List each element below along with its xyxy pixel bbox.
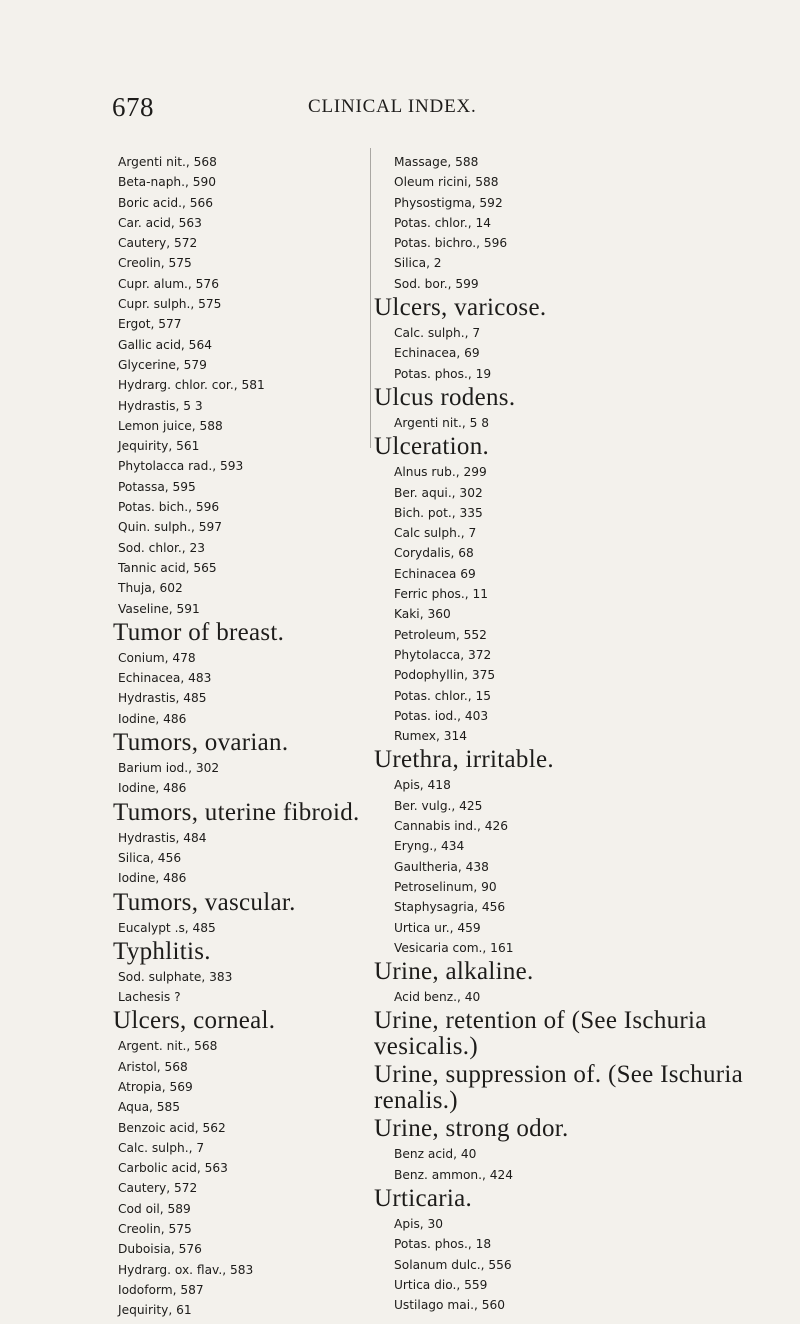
page-number: 678 (112, 92, 154, 122)
index-subentry: Potas. bichro., 596 (394, 236, 508, 251)
index-subentry: Urtica dio., 559 (394, 1277, 488, 1292)
index-subentry: Eucalypt .s, 485 (118, 920, 216, 935)
index-subentry: Sod. sulphate, 383 (118, 969, 233, 984)
index-heading: Urticaria. (374, 1184, 473, 1212)
index-subentry: Argenti nit., 568 (118, 155, 217, 169)
index-subentry: Iodine, 486 (118, 781, 187, 796)
index-subentry: Iodine, 486 (118, 871, 187, 886)
index-subentry: Argent. nit., 568 (118, 1039, 218, 1054)
index-heading: Tumors, ovarian. (113, 729, 289, 757)
index-heading: Tumors, vascular. (113, 888, 296, 916)
index-subentry: Beta-naph., 590 (118, 175, 217, 190)
index-subentry: Potas. chlor., 14 (394, 215, 492, 230)
index-subentry: Solanum dulc., 556 (394, 1257, 512, 1272)
index-subentry: Cupr. alum., 576 (118, 276, 219, 291)
index-subentry: Cupr. sulph., 575 (118, 297, 222, 312)
index-subentry: Atropia, 569 (118, 1079, 193, 1094)
index-subentry: Acid benz., 40 (394, 990, 481, 1005)
index-subentry: Echinacea 69 (394, 566, 476, 581)
index-subentry: Quin. sulph., 597 (118, 520, 222, 535)
index-subentry: Creolin, 575 (118, 1222, 192, 1237)
index-subentry: Hydrarg. chlor. cor., 581 (118, 378, 265, 393)
index-heading: Urine, strong odor. (374, 1115, 569, 1143)
index-subentry: Massage, 588 (394, 155, 479, 169)
index-subentry: Silica, 456 (118, 850, 182, 865)
index-subentry: Ustilago mai., 560 (394, 1298, 505, 1313)
index-subentry: Aqua, 585 (118, 1100, 181, 1115)
index-subentry: Bich. pot., 335 (394, 505, 483, 520)
index-subentry: Echinacea, 69 (394, 346, 480, 361)
index-subentry: Glycerine, 579 (118, 357, 207, 372)
index-subentry: Vesicaria com., 161 (394, 940, 514, 955)
index-subentry: Potas. phos., 18 (394, 1237, 492, 1252)
index-subentry: Phytolacca rad., 593 (118, 459, 244, 474)
index-subentry: Petroleum, 552 (394, 627, 487, 642)
index-subentry: Calc sulph., 7 (394, 526, 477, 541)
running-title: CLINICAL INDEX. (308, 96, 477, 117)
index-subentry: Potas. bich., 596 (118, 500, 220, 515)
index-subentry: Tannic acid, 565 (118, 560, 217, 575)
index-subentry: Conium, 478 (118, 650, 196, 665)
index-heading: Ulcus rodens. (374, 383, 516, 411)
index-subentry: Potas. iod., 403 (394, 708, 489, 723)
index-subentry: Hydrastis, 5 3 (118, 398, 203, 413)
index-subentry: Cautery, 572 (118, 236, 198, 251)
index-heading: Urine, alkaline. (374, 958, 534, 986)
index-subentry: Argenti nit., 5 8 (394, 415, 490, 430)
index-subentry: Iodine, 486 (118, 711, 187, 726)
index-subentry: Staphysagria, 456 (394, 900, 506, 915)
page-header (112, 92, 712, 122)
index-subentry: Ergot, 577 (118, 317, 182, 332)
index-subentry: Podophyllin, 375 (394, 668, 496, 683)
index-subentry: Ber. aqui., 302 (394, 485, 483, 500)
index-subentry: Apis, 418 (394, 778, 451, 793)
index-heading: Typhlitis. (113, 937, 211, 965)
index-subentry: Car. acid, 563 (118, 215, 202, 230)
index-subentry: Thuja, 602 (118, 581, 183, 596)
index-subentry: Potas. chlor., 15 (394, 688, 492, 703)
index-heading: Tumors, uterine fibroid. (113, 798, 360, 826)
index-subentry: Sod. chlor., 23 (118, 540, 205, 555)
index-subentry: Urtica ur., 459 (394, 920, 481, 935)
index-subentry: Hydrarg. ox. flav., 583 (118, 1262, 254, 1277)
index-subentry: Ferric phos., 11 (394, 587, 489, 602)
index-subentry: Echinacea, 483 (118, 671, 212, 686)
index-subentry: Aristol, 568 (118, 1059, 188, 1074)
right-column (374, 152, 778, 1315)
index-subentry: Phytolacca, 372 (394, 647, 492, 662)
index-subentry: Jequirity, 561 (118, 439, 200, 454)
index-heading: Ulceration. (374, 433, 490, 461)
index-heading: Ulcers, corneal. (113, 1007, 276, 1035)
index-heading: Urine, retention of (See Ischuria vesicalis.) (374, 1007, 707, 1061)
index-subentry: Cautery, 572 (118, 1181, 198, 1196)
index-subentry: Apis, 30 (394, 1216, 444, 1231)
index-subentry: Benzoic acid, 562 (118, 1120, 226, 1135)
index-subentry: Gaultheria, 438 (394, 859, 489, 874)
index-subentry: Petroselinum, 90 (394, 879, 497, 894)
index-subentry: Potas. phos., 19 (394, 366, 492, 381)
index-subentry: Oleum ricini, 588 (394, 175, 499, 190)
index-subentry: Iodoform, 587 (118, 1282, 204, 1297)
index-subentry: Calc. sulph., 7 (118, 1140, 205, 1155)
index-heading: Tumor of breast. (113, 618, 285, 646)
index-subentry: Sod. bor., 599 (394, 276, 479, 291)
index-subentry: Lemon juice, 588 (118, 418, 223, 433)
index-subentry: Hydrastis, 484 (118, 830, 207, 845)
index-subentry: Potassa, 595 (118, 479, 196, 494)
index-subentry: Boric acid., 566 (118, 195, 213, 210)
index-subentry: Eryng., 434 (394, 839, 465, 854)
index-subentry: Creolin, 575 (118, 256, 192, 271)
index-subentry: Cannabis ind., 426 (394, 819, 508, 834)
index-subentry: Vaseline, 591 (118, 601, 200, 616)
index-subentry: Rumex, 314 (394, 729, 468, 744)
index-subentry: Physostigma, 592 (394, 195, 503, 210)
index-subentry: Calc. sulph., 7 (394, 326, 481, 341)
index-subentry: Jequirity, 61 (118, 1303, 192, 1318)
index-subentry: Lachesis ? (118, 990, 181, 1005)
index-heading: Ulcers, varicose. (374, 294, 547, 322)
index-subentry: Carbolic acid, 563 (118, 1161, 228, 1176)
index-subentry: Duboisia, 576 (118, 1242, 202, 1257)
index-subentry: Hydrastis, 485 (118, 691, 207, 706)
left-column (113, 152, 368, 1321)
index-subentry: Corydalis, 68 (394, 546, 474, 561)
column-divider (370, 148, 371, 448)
index-subentry: Gallic acid, 564 (118, 337, 212, 352)
index-subentry: Benz. ammon., 424 (394, 1167, 514, 1182)
index-subentry: Cod oil, 589 (118, 1201, 191, 1216)
index-subentry: Silica, 2 (394, 256, 442, 271)
index-subentry: Ber. vulg., 425 (394, 798, 483, 813)
index-heading: Urine, suppression of. (See Ischuria renalis.) (374, 1061, 744, 1115)
index-subentry: Benz acid, 40 (394, 1147, 477, 1162)
index-heading: Urethra, irritable. (374, 746, 554, 774)
index-subentry: Alnus rub., 299 (394, 465, 487, 480)
index-subentry: Kaki, 360 (394, 607, 451, 622)
index-subentry: Barium iod., 302 (118, 761, 220, 776)
